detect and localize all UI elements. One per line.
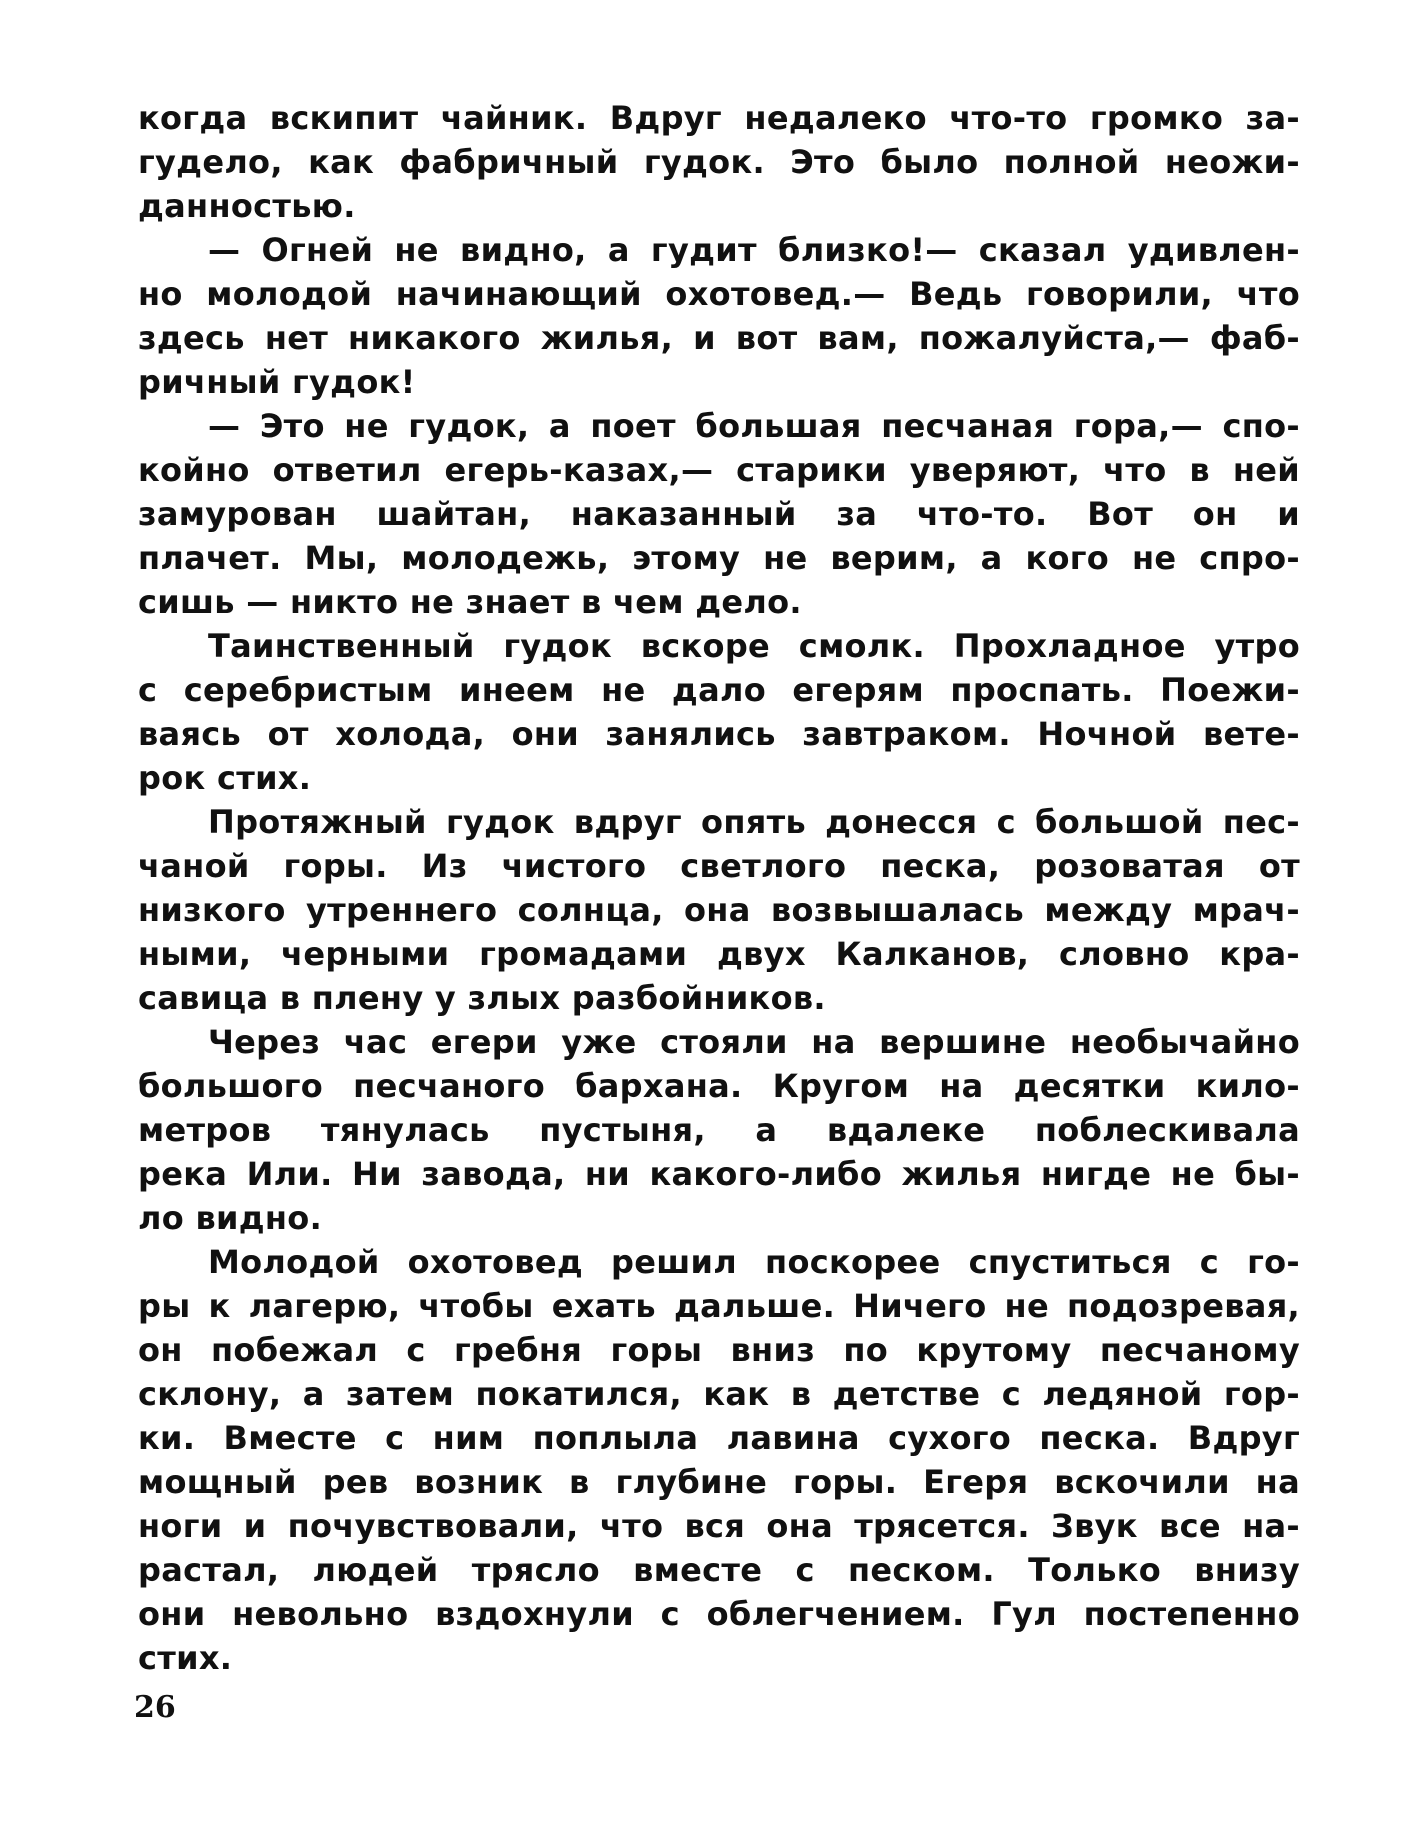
text-line: ричный гудок! (138, 363, 416, 401)
text-line: растал, людей трясло вместе с песком. Только внизу (138, 1551, 1300, 1589)
page-number: 26 (134, 1690, 176, 1725)
text-line: ваясь от холода, они занялись завтраком. Ночной вете- (138, 715, 1300, 753)
text-line: савица в плену у злых разбойников. (138, 979, 826, 1017)
text-line: — Это не гудок, а поет большая песчаная гора,— спо- (208, 407, 1300, 445)
text-line: данностью. (138, 187, 356, 225)
body-text (138, 96, 1300, 1680)
text-line: с серебристым инеем не дало егерям проспать. Поежи- (138, 671, 1300, 709)
text-line: чаной горы. Из чистого светлого песка, розоватая от (138, 847, 1300, 885)
text-line: Протяжный гудок вдруг опять донесся с большой пес- (208, 803, 1300, 841)
text-line: ноги и почувствовали, что вся она трясется. Звук все на- (138, 1507, 1300, 1545)
text-line: Молодой охотовед решил поскорее спуститься с го- (208, 1243, 1300, 1281)
text-line: Через час егери уже стояли на вершине необычайно (208, 1023, 1300, 1061)
text-line: река Или. Ни завода, ни какого-либо жилья нигде не бы- (138, 1155, 1300, 1193)
text-line: они невольно вздохнули с облегчением. Гул постепенно (138, 1595, 1300, 1633)
text-line: — Огней не видно, а гудит близко!— сказал удивлен- (208, 231, 1300, 269)
text-line: он побежал с гребня горы вниз по крутому песчаному (138, 1331, 1300, 1369)
text-line: ными, черными громадами двух Калканов, словно кра- (138, 935, 1300, 973)
text-line: но молодой начинающий охотовед.— Ведь говорили, что (138, 275, 1300, 313)
text-line: метров тянулась пустыня, а вдалеке поблескивала (138, 1111, 1300, 1149)
text-line: ки. Вместе с ним поплыла лавина сухого песка. Вдруг (138, 1419, 1300, 1457)
text-line: стих. (138, 1639, 233, 1677)
paragraph (138, 800, 1300, 1020)
text-line: рок стих. (138, 759, 312, 797)
text-line: ло видно. (138, 1199, 323, 1237)
paragraph (138, 1240, 1300, 1680)
text-line: койно ответил егерь-казах,— старики уверяют, что в ней (138, 451, 1300, 489)
text-line: замурован шайтан, наказанный за что-то. Вот он и (138, 495, 1300, 533)
text-line: Таинственный гудок вскоре смолк. Прохладное утро (208, 627, 1300, 665)
paragraph (138, 228, 1300, 404)
text-line: здесь нет никакого жилья, и вот вам, пожалуйста,— фаб- (138, 319, 1300, 357)
text-line: большого песчаного бархана. Кругом на десятки кило- (138, 1067, 1300, 1105)
paragraph (138, 1020, 1300, 1240)
text-line: сишь — никто не знает в чем дело. (138, 583, 802, 621)
paragraph (138, 404, 1300, 624)
text-line: ры к лагерю, чтобы ехать дальше. Ничего не подозревая, (138, 1287, 1300, 1325)
text-line: плачет. Мы, молодежь, этому не верим, а кого не спро- (138, 539, 1300, 577)
paragraph (138, 624, 1300, 800)
text-line: склону, а затем покатился, как в детстве с ледяной гор- (138, 1375, 1300, 1413)
text-line: гудело, как фабричный гудок. Это было полной неожи- (138, 143, 1300, 181)
paragraph (138, 96, 1300, 228)
text-line: низкого утреннего солнца, она возвышалась между мрач- (138, 891, 1300, 929)
text-line: мощный рев возник в глубине горы. Егеря вскочили на (138, 1463, 1300, 1501)
text-line: когда вскипит чайник. Вдруг недалеко что-то громко за- (138, 99, 1300, 137)
